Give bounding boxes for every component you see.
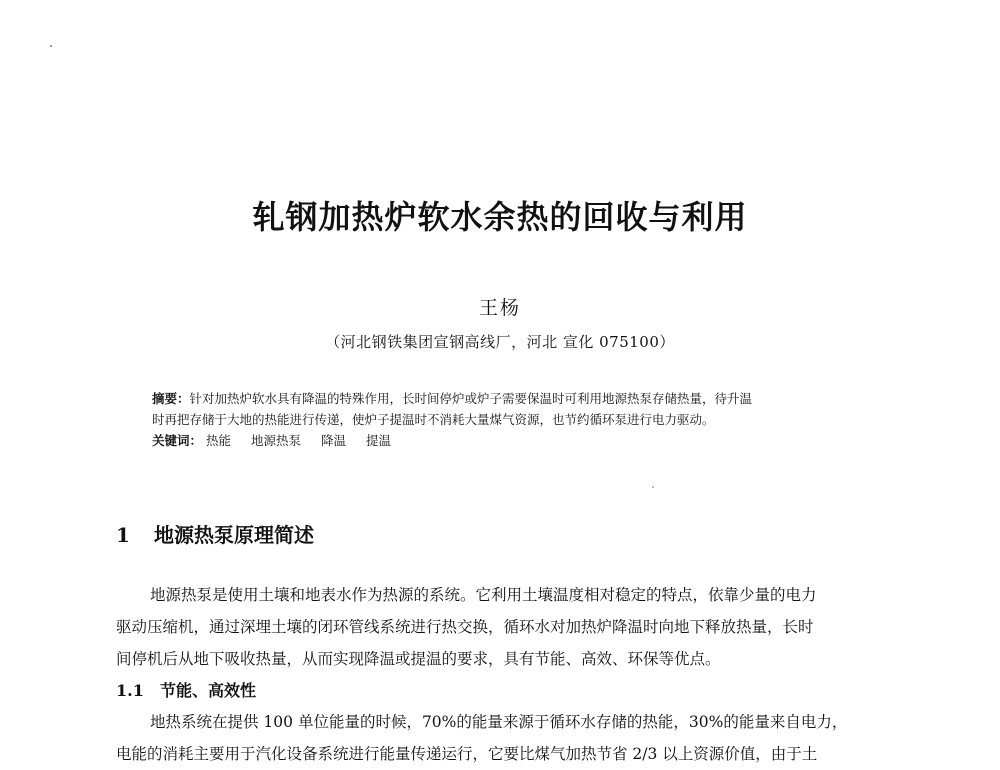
abstract-line-1 — [152, 388, 882, 409]
subsection-paragraph — [116, 706, 916, 770]
section-title: 地源热泵原理简述 — [154, 523, 314, 547]
section-paragraph — [116, 579, 916, 675]
keyword-item: 降温 — [321, 433, 347, 448]
abstract-block — [152, 388, 882, 451]
author-name: 王杨 — [478, 297, 521, 319]
keyword-item: 提温 — [366, 433, 392, 448]
abstract-line-2: 时再把存储于大地的热能进行传递，使炉子提温时不消耗大量煤气资源，也节约循环泵进行电力驱动。 — [152, 412, 715, 427]
paragraph-line: 间停机后从地下吸收热量，从而实现降温或提温的要求，具有节能、高效、环保等优点。 — [116, 650, 721, 668]
abstract-text-1: 针对加热炉软水具有降温的特殊作用，长时间停炉或炉子需要保温时可利用地源热泵存储热量，待升温 — [189, 391, 753, 406]
subsection-title: 节能、高效性 — [160, 681, 257, 700]
keyword-item: 热能 — [206, 433, 232, 448]
paragraph-line: 驱动压缩机，通过深埋土壤的闭环管线系统进行热交换，循环水对加热炉降温时向地下释放热量，长时 — [116, 618, 814, 636]
paragraph-line: 地热系统在提供 100 单位能量的时候，70%的能量来源于循环水存储的热能，30%的能量来自电力， — [150, 713, 848, 731]
keyword-item: 地源热泵 — [251, 433, 302, 448]
subsection-number: 1.1 — [116, 681, 144, 700]
section-number: 1 — [116, 523, 130, 547]
keywords-label: 关键词： — [152, 433, 203, 448]
paragraph-line: 电能的消耗主要用于汽化设备系统进行能量传递运行，它要比煤气加热节省 2/3 以上资源价值，由于土 — [116, 745, 818, 763]
paragraph-line: 地源热泵是使用土壤和地表水作为热源的系统。它利用土壤温度相对稳定的特点，依靠少量的电力 — [150, 586, 817, 604]
paper-title: 轧钢加热炉软水余热的回收与利用 — [252, 198, 748, 236]
scan-speck — [652, 486, 654, 488]
scan-speck — [50, 45, 52, 47]
author-affiliation: （河北钢铁集团宣钢高线厂，河北 宣化 075100） — [325, 333, 675, 351]
subsection-heading — [116, 678, 256, 701]
keywords-line — [152, 430, 882, 451]
section-heading — [116, 519, 314, 548]
abstract-label: 摘要： — [152, 391, 190, 406]
